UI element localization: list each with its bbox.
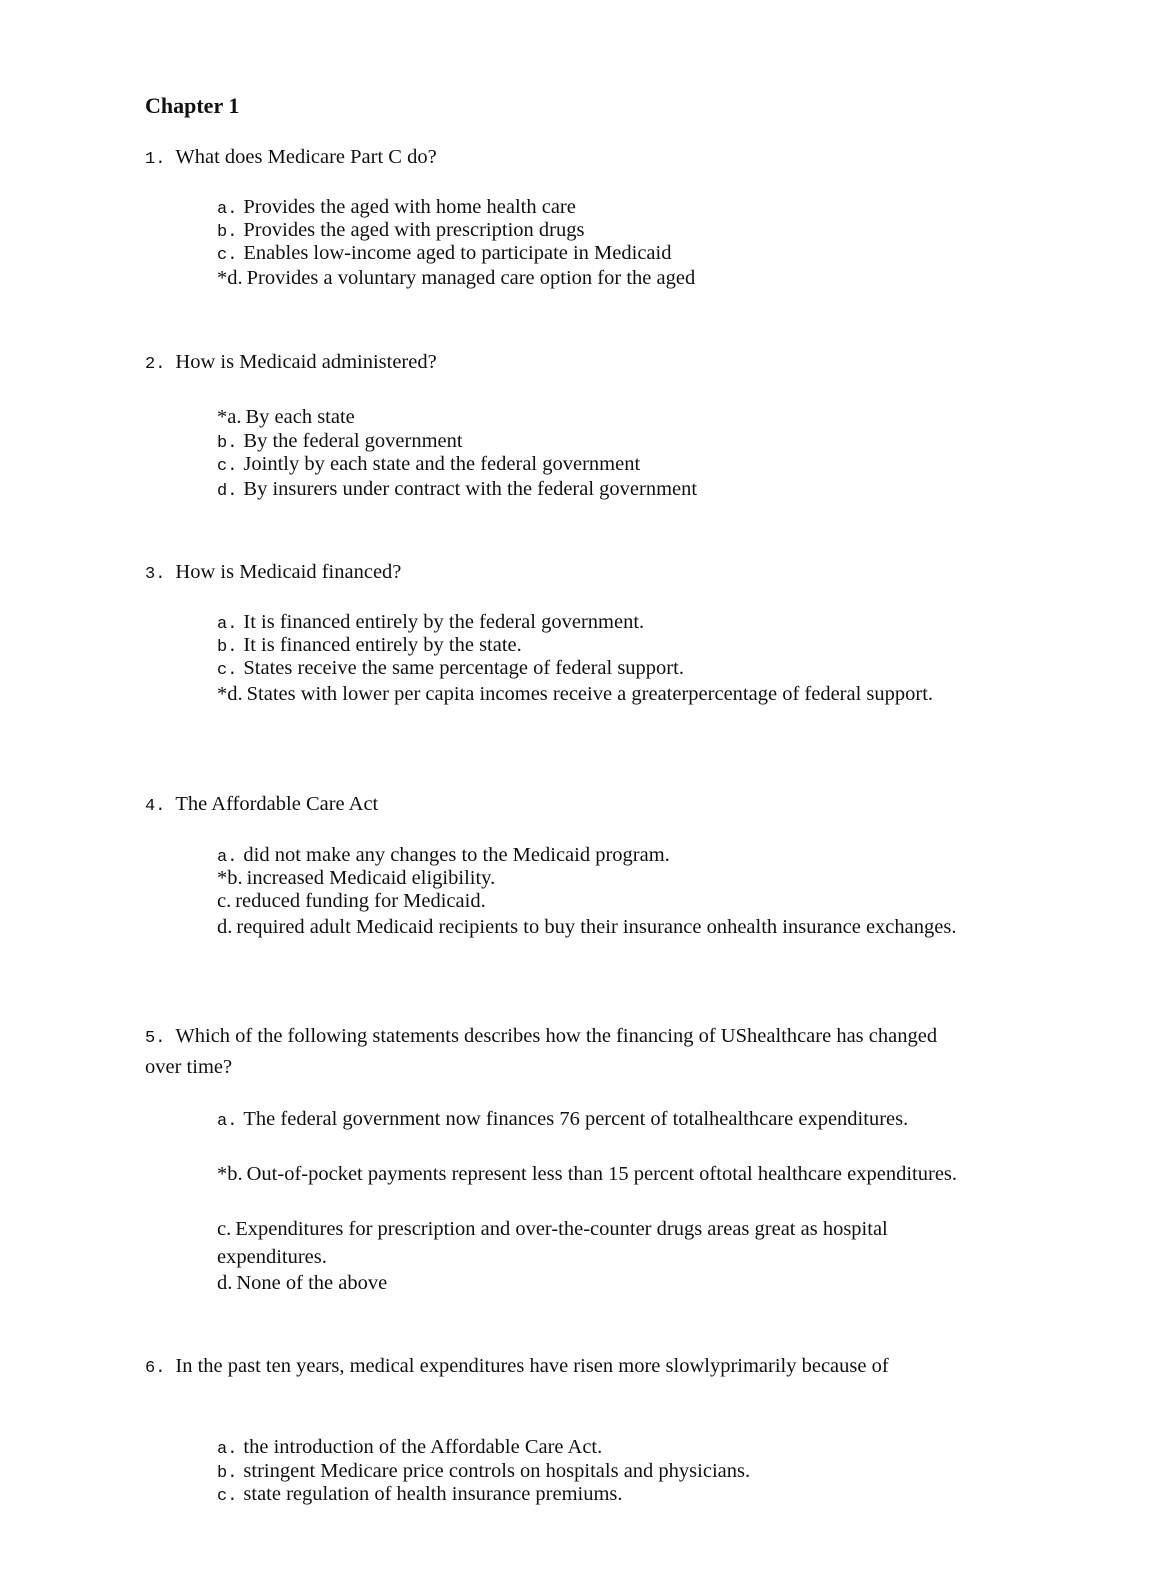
question-text: What does Medicare Part C do? xyxy=(175,146,437,168)
option-d-correct: *d. Provides a voluntary managed care option for the aged xyxy=(217,267,696,289)
question-number: 3. xyxy=(145,565,166,584)
option-b: b. It is financed entirely by the state. xyxy=(217,634,522,657)
question-number: 5. xyxy=(145,1029,166,1048)
option-b-correct: *b. Out-of-pocket payments represent less than 15 percent oftotal healthcare expenditures. xyxy=(217,1163,958,1185)
option-d: d. required adult Medicaid recipients to buy their insurance onhealth insurance exchanges. xyxy=(217,916,957,938)
option-a-correct: *a. By each state xyxy=(217,406,355,428)
question-6 xyxy=(145,1352,975,1383)
question-2 xyxy=(145,348,975,379)
question-1 xyxy=(145,143,975,174)
question-number: 1. xyxy=(145,150,166,169)
question-text: Which of the following statements describes how the financing of UShealthcare has changed over time? xyxy=(145,1025,938,1078)
option-a: a. the introduction of the Affordable Care Act. xyxy=(217,1436,603,1459)
question-3 xyxy=(145,558,975,589)
question-text: The Affordable Care Act xyxy=(175,793,379,815)
option-c: c. Jointly by each state and the federal government xyxy=(217,453,641,476)
question-number: 4. xyxy=(145,797,166,816)
question-text: In the past ten years, medical expenditures have risen more slowlyprimarily because of xyxy=(175,1355,889,1377)
option-c: c. reduced funding for Medicaid. xyxy=(217,890,486,912)
question-text: How is Medicaid administered? xyxy=(175,351,437,373)
option-d: d. None of the above xyxy=(217,1272,388,1294)
option-b: b. Provides the aged with prescription drugs xyxy=(217,219,585,242)
option-b: b. By the federal government xyxy=(217,430,463,453)
option-d: d. By insurers under contract with the federal government xyxy=(217,478,698,501)
option-b-correct: *b. increased Medicaid eligibility. xyxy=(217,867,496,889)
question-number: 2. xyxy=(145,355,166,374)
option-a: a. It is financed entirely by the federal government. xyxy=(217,611,645,634)
option-c: c. Enables low-income aged to participate in Medicaid xyxy=(217,242,672,265)
option-a: a. The federal government now finances 76 percent of totalhealthcare expenditures. xyxy=(217,1108,909,1131)
chapter-title: Chapter 1 xyxy=(145,93,240,118)
option-a: a. did not make any changes to the Medicaid program. xyxy=(217,844,670,867)
question-text: How is Medicaid financed? xyxy=(175,561,402,583)
option-c: c. States receive the same percentage of federal support. xyxy=(217,657,684,680)
question-5 xyxy=(145,1022,975,1081)
option-c: c. Expenditures for prescription and over-the-counter drugs areas great as hospital expenditures. xyxy=(217,1218,888,1268)
option-b: b. stringent Medicare price controls on hospitals and physicians. xyxy=(217,1460,751,1483)
question-number: 6. xyxy=(145,1359,166,1378)
question-4 xyxy=(145,790,975,821)
option-d-correct: *d. States with lower per capita incomes receive a greaterpercentage of federal support. xyxy=(217,683,934,705)
option-a: a. Provides the aged with home health care xyxy=(217,196,576,219)
option-c: c. state regulation of health insurance premiums. xyxy=(217,1483,623,1506)
